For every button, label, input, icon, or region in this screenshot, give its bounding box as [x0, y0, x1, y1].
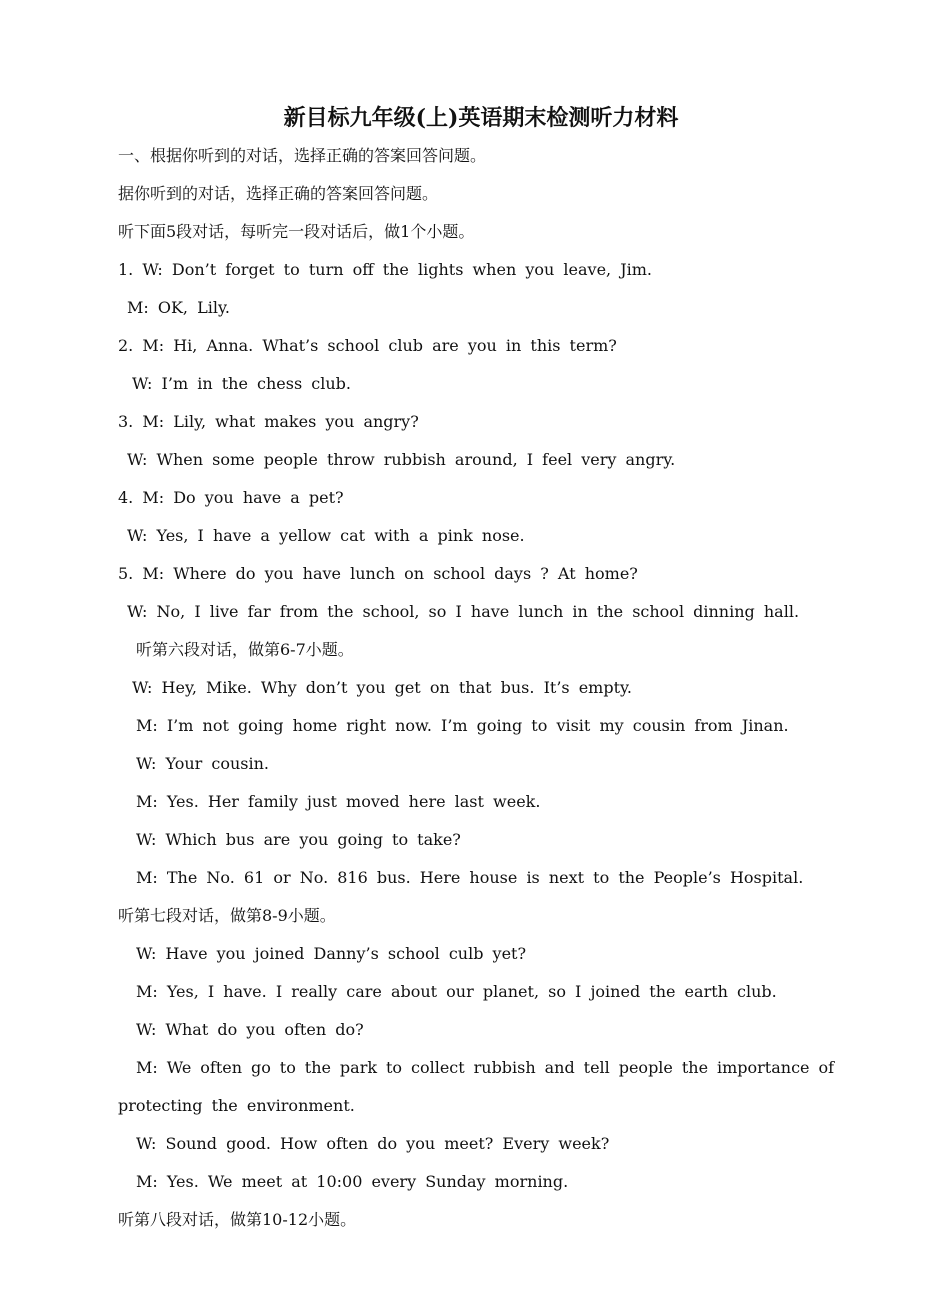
dialogue-line: M: Yes. We meet at 10:00 every Sunday morning. — [136, 1172, 569, 1191]
dialogue-line: 1. W: Don’t forget to turn off the lights when you leave, Jim. — [118, 260, 652, 279]
dialogue-line: W: Your cousin. — [136, 754, 269, 773]
dialogue-line: 2. M: Hi, Anna. What’s school club are you in this term? — [118, 336, 617, 355]
dialogue-line: M: I’m not going home right now. I’m going to visit my cousin from Jinan. — [136, 716, 789, 735]
dialogue-line: W: Hey, Mike. Why don’t you get on that bus. It’s empty. — [132, 678, 633, 697]
dialogue-line: M: The No. 61 or No. 816 bus. Here house is next to the People’s Hospital. — [136, 868, 804, 887]
dialogue-line: W: I’m in the chess club. — [132, 374, 351, 393]
dialogue-line: M: Yes, I have. I really care about our planet, so I joined the earth club. — [136, 982, 777, 1001]
listening-script — [118, 141, 834, 1243]
dialogue-line: 4. M: Do you have a pet? — [118, 488, 344, 507]
document-title: 新目标九年级(上)英语期末检测听力材料 — [283, 105, 679, 131]
dialogue-line: W: No, I live far from the school, so I have lunch in the school dinning hall. — [127, 602, 800, 621]
section-heading: 听第六段对话，做第6-7小题。 — [136, 640, 354, 659]
instruction-line: 据你听到的对话，选择正确的答案回答问题。 — [118, 184, 439, 203]
section-heading: 听第八段对话，做第10-12小题。 — [118, 1210, 357, 1229]
dialogue-line: 5. M: Where do you have lunch on school days ? At home? — [118, 564, 638, 583]
section-heading: 一、根据你听到的对话，选择正确的答案回答问题。 — [118, 146, 487, 165]
instruction-line: 听下面5段对话，每听完一段对话后，做1个小题。 — [118, 222, 475, 241]
dialogue-line: W: What do you often do? — [136, 1020, 364, 1039]
section-heading: 听第七段对话，做第8-9小题。 — [118, 906, 336, 925]
dialogue-line: M: We often go to the park to collect rubbish and tell people the importance of — [136, 1058, 834, 1077]
dialogue-line: W: Yes, I have a yellow cat with a pink nose. — [127, 526, 525, 545]
dialogue-line: W: Sound good. How often do you meet? Every week? — [136, 1134, 610, 1153]
dialogue-line: 3. M: Lily, what makes you angry? — [118, 412, 419, 431]
dialogue-line: W: Have you joined Danny’s school culb yet? — [136, 944, 527, 963]
dialogue-line: M: OK, Lily. — [127, 298, 230, 317]
dialogue-line: W: When some people throw rubbish around, I feel very angry. — [127, 450, 676, 469]
dialogue-line: protecting the environment. — [118, 1096, 355, 1115]
dialogue-line: W: Which bus are you going to take? — [136, 830, 461, 849]
dialogue-line: M: Yes. Her family just moved here last week. — [136, 792, 541, 811]
